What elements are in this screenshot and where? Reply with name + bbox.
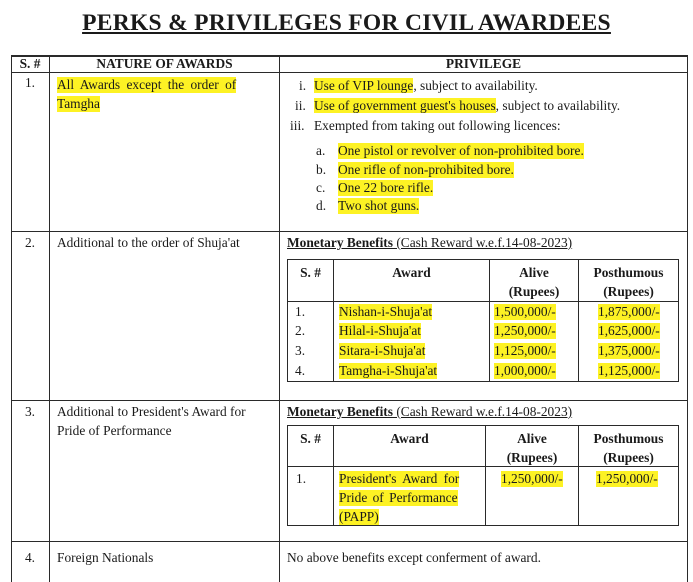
table-border-left [11,55,12,582]
row4-sno: 4. [24,550,36,565]
row2-th-posthumous: Posthumous [593,265,664,280]
licence-item-c: One 22 bore rifle. [338,180,434,195]
row3-inner-right [678,425,679,526]
shujaat-row-1-alive: 1,500,000/- [494,304,556,319]
privilege-item-2-highlight: Use of government guest's houses [314,98,496,113]
row3-benefit-rest: (Cash Reward w.e.f.14-08-2023) [392,404,573,419]
row3-inner-top [287,425,679,426]
header-privilege: PRIVILEGE [445,56,522,71]
row2-th-award: Award [392,265,431,280]
row3-inner-bottom [287,525,679,526]
table-row [0,304,1,305]
privilege-item-2 [314,98,620,114]
row1-sno: 1. [24,75,36,90]
row1-nature-line1: All Awards except the order of [57,77,237,92]
shujaat-row-3-sno: 3. [295,343,306,358]
row-divider-3 [11,541,687,542]
shujaat-row-3-alive: 1,125,000/- [494,343,556,358]
shujaat-row-1-sno: 1. [295,304,306,319]
licence-item-c-number: c. [316,180,326,195]
shujaat-row-4-award: Tamgha-i-Shuja'at [339,363,438,378]
row2-th-posthumous-unit: (Rupees) [603,284,654,299]
row3-th-alive-unit: (Rupees) [506,450,558,465]
header-nature-of-awards: NATURE OF AWARDS [96,56,233,71]
shujaat-row-2-posthumous: 1,625,000/- [598,323,660,338]
licence-item-b: One rifle of non-prohibited bore. [338,162,514,177]
privilege-item-3: Exempted from taking out following licences: [314,118,561,133]
privilege-item-3-number: iii. [290,118,305,133]
row2-sno: 2. [24,235,36,250]
shujaat-row-1-award: Nishan-i-Shuja'at [339,304,433,319]
col-divider-nature [279,55,280,582]
privilege-item-1-rest: , subject to availability. [413,78,538,93]
privilege-item-1-highlight: Use of VIP lounge [314,78,414,93]
row2-benefit-bold: Monetary Benefits [287,235,393,250]
shujaat-row-4-posthumous: 1,125,000/- [598,363,660,378]
papp-row-posthumous: 1,250,000/- [596,471,658,486]
row4-nature: Foreign Nationals [57,550,154,565]
papp-row-award-line2: Pride of Performance [339,490,458,505]
shujaat-row-3-posthumous: 1,375,000/- [598,343,660,358]
row2-nature: Additional to the order of Shuja'at [57,235,240,250]
table-border-right [687,55,688,582]
shujaat-row-2-alive: 1,250,000/- [494,323,556,338]
row-divider-2 [11,400,687,401]
shujaat-row-1-posthumous: 1,875,000/- [598,304,660,319]
papp-row-sno: 1. [296,471,307,486]
row2-th-sno: S. # [300,265,321,280]
row3-inner-header-divider [287,466,679,467]
row3-th-posthumous: Posthumous [593,431,664,446]
shujaat-row-2-sno: 2. [295,323,306,338]
row3-th-alive: Alive [517,431,547,446]
shujaat-row-4-sno: 4. [295,363,306,378]
row3-th-award: Award [390,431,429,446]
row3-sno: 3. [24,404,36,419]
row2-monetary-benefits [287,235,572,251]
row2-inner-header-divider [287,301,679,302]
page-title: PERKS & PRIVILEGES FOR CIVIL AWARDEES [82,10,611,36]
header-sno: S. # [19,56,41,71]
row2-inner-bottom [287,381,679,382]
shujaat-row-2-award: Hilal-i-Shuja'at [339,323,421,338]
row2-th-alive-unit: (Rupees) [508,284,560,299]
row2-th-alive: Alive [519,265,549,280]
licence-item-b-number: b. [316,162,327,177]
licence-item-d-number: d. [316,198,327,213]
row3-nature-line1: Additional to President's Award for [57,404,246,419]
licence-item-a: One pistol or revolver of non-prohibited bore. [338,143,584,158]
privilege-item-1 [314,78,538,94]
shujaat-row-4-alive: 1,000,000/- [494,363,556,378]
col-divider-sno [49,55,50,582]
row3-monetary-benefits [287,404,572,420]
row2-inner-right [678,259,679,382]
header-divider [11,72,687,73]
papp-row-alive: 1,250,000/- [501,471,563,486]
row-divider-1 [11,231,687,232]
row4-privilege: No above benefits except conferment of award. [287,550,541,565]
privilege-item-2-number: ii. [295,98,306,113]
row3-nature-line2: Pride of Performance [57,423,172,438]
shujaat-row-3-award: Sitara-i-Shuja'at [339,343,426,358]
privilege-item-2-rest: , subject to availability. [495,98,621,113]
row3-th-posthumous-unit: (Rupees) [603,450,654,465]
row1-nature-line2: Tamgha [57,96,100,111]
papp-row-award-line3: (PAPP) [339,509,379,524]
licence-item-a-number: a. [316,143,326,158]
privilege-item-1-number: i. [299,78,307,93]
row2-inner-top [287,259,679,260]
row3-th-sno: S. # [300,431,321,446]
licence-item-d: Two shot guns. [338,198,420,213]
row2-benefit-rest: (Cash Reward w.e.f.14-08-2023) [392,235,573,250]
papp-row-award-line1: President's Award for [339,471,460,486]
row3-benefit-bold: Monetary Benefits [287,404,393,419]
